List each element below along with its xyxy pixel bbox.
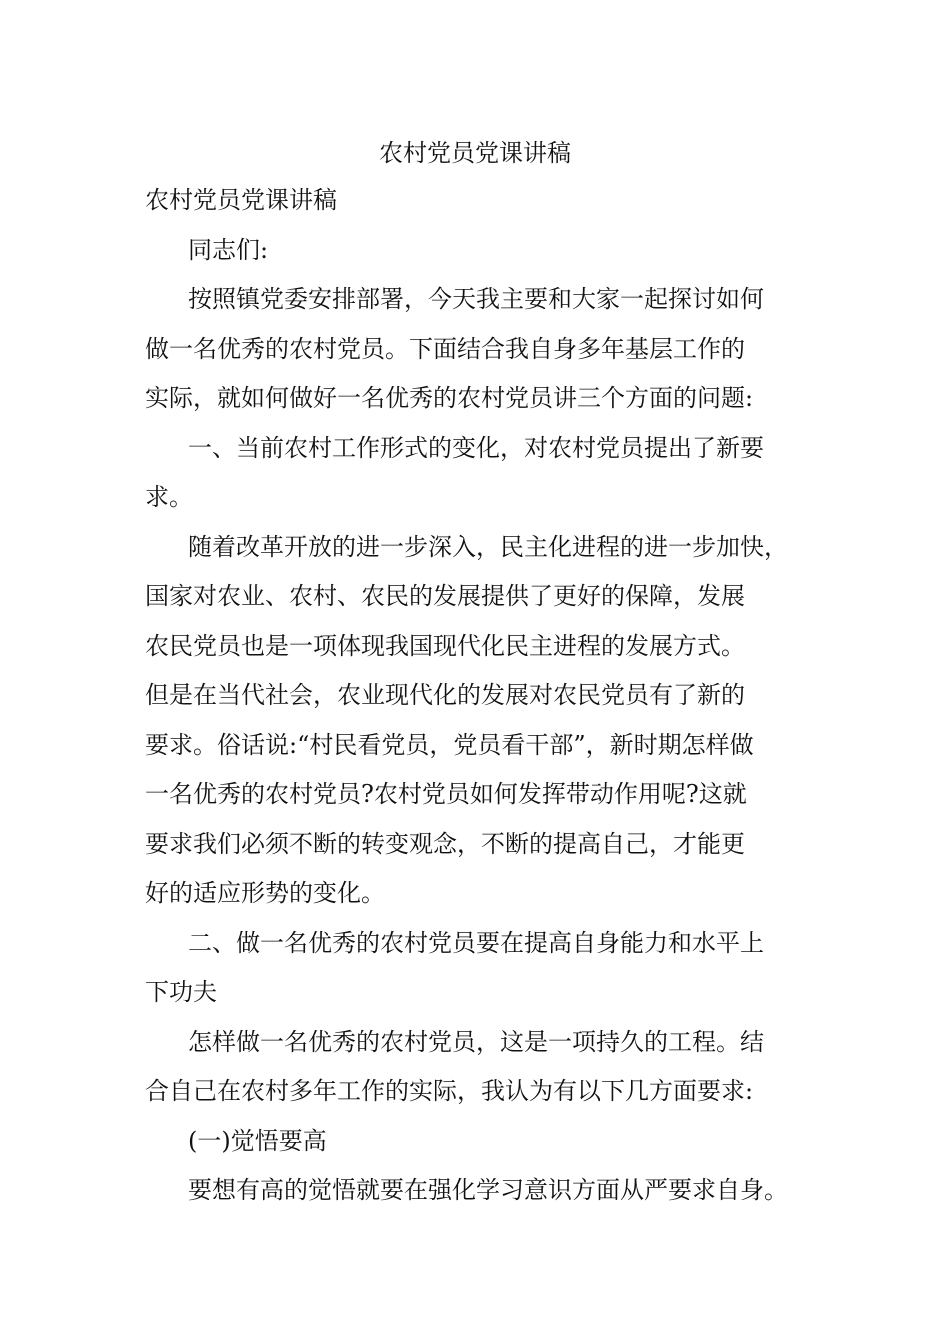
paragraph-line: (一)觉悟要高 xyxy=(188,1126,327,1155)
paragraph-line: 求。 xyxy=(145,483,193,511)
paragraph-line: 但是在当代社会，农业现代化的发展对农民党员有了新的 xyxy=(145,681,745,709)
paragraph-line: 要求我们必须不断的转变观念，不断的提高自己，才能更 xyxy=(145,829,745,858)
paragraph-line: 二、做一名优秀的农村党员要在提高自身能力和水平上 xyxy=(188,928,764,957)
paragraph-line: 要求。俗话说:“村民看党员，党员看干部”，新时期怎样做 xyxy=(145,730,754,759)
paragraph-line: 要想有高的觉悟就要在强化学习意识方面从严要求自身。 xyxy=(188,1176,788,1204)
document-heading: 农村党员党课讲稿 xyxy=(145,186,337,214)
paragraph-line: 怎样做一名优秀的农村党员，这是一项持久的工程。结 xyxy=(188,1027,764,1056)
paragraph-line: 合自己在农村多年工作的实际，我认为有以下几方面要求: xyxy=(145,1077,754,1105)
paragraph-line: 实际，就如何做好一名优秀的农村党员讲三个方面的问题: xyxy=(145,384,754,412)
page-title: 农村党员党课讲稿 xyxy=(379,139,571,167)
paragraph-line: 一名优秀的农村党员?农村党员如何发挥带动作用呢?这就 xyxy=(145,780,747,808)
paragraph-line: 按照镇党委安排部署，今天我主要和大家一起探讨如何 xyxy=(188,285,764,313)
paragraph-line: 农民党员也是一项体现我国现代化民主进程的发展方式。 xyxy=(145,631,745,660)
paragraph-line: 做一名优秀的农村党员。下面结合我自身多年基层工作的 xyxy=(145,334,745,363)
paragraph-line: 国家对农业、农村、农民的发展提供了更好的保障，发展 xyxy=(145,582,745,610)
paragraph-line: 同志们: xyxy=(188,235,269,264)
paragraph-line: 一、当前农村工作形式的变化，对农村党员提出了新要 xyxy=(188,433,764,462)
paragraph-line: 随着改革开放的进一步深入，民主化进程的进一步加快， xyxy=(188,532,788,561)
document-body xyxy=(145,180,810,1220)
paragraph-line: 好的适应形势的变化。 xyxy=(145,879,385,907)
paragraph-line: 下功夫 xyxy=(145,978,217,1006)
